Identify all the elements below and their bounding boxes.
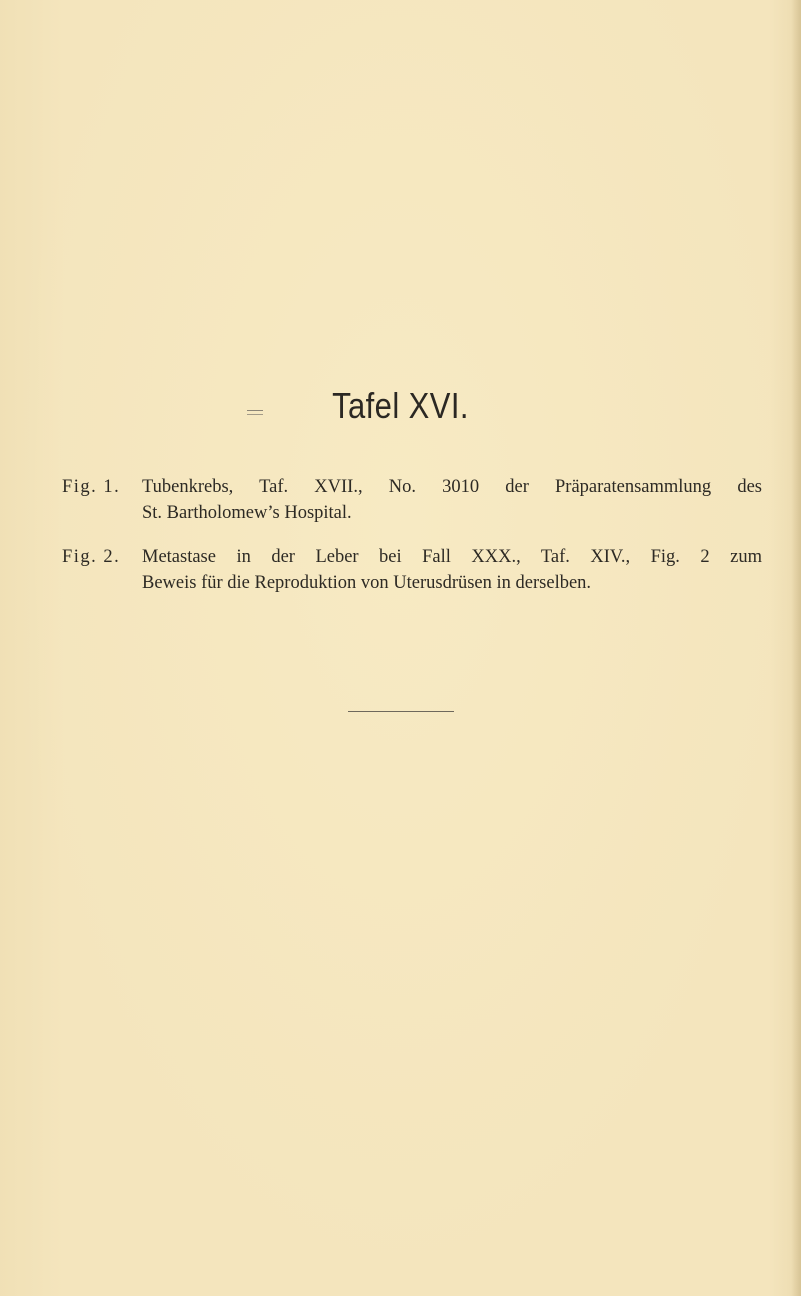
figure-label-2: Fig. 2.	[62, 547, 121, 567]
caption-2-text: Metastase in der Leber bei Fall XXX., Taf. XIV., Fig. 2 zum	[142, 547, 762, 567]
caption-2-first-line	[62, 544, 762, 570]
figure-label-1: Fig. 1.	[62, 477, 121, 497]
figure-caption-2	[62, 544, 762, 596]
separator-rule	[348, 711, 454, 712]
plate-title: Tafel XVI.	[332, 385, 469, 426]
figure-caption-1	[62, 474, 762, 526]
caption-1-text: Tubenkrebs, Taf. XVII., No. 3010 der Präparatensammlung des	[142, 477, 762, 497]
caption-2-continuation: Beweis für die Reproduktion von Uterusdrüsen in derselben.	[142, 573, 592, 593]
page-edge-shadow	[791, 0, 801, 1296]
caption-1-first-line	[62, 474, 762, 500]
caption-1-continuation: St. Bartholomew’s Hospital.	[142, 503, 352, 523]
